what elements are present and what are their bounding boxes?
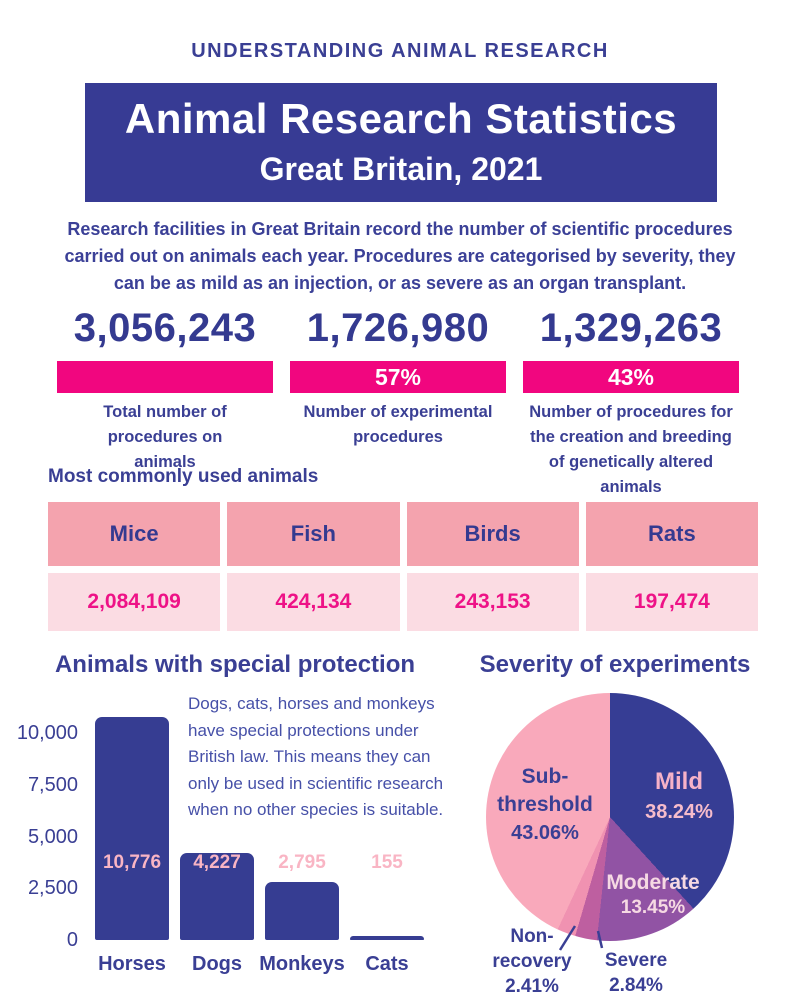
bar-value-label: 155 bbox=[371, 852, 403, 873]
bar-value-label: 2,795 bbox=[278, 852, 326, 873]
cell-birds-count: 243,153 bbox=[407, 573, 579, 631]
column-header-mice: Mice bbox=[48, 502, 220, 566]
bar-slot-horses bbox=[95, 700, 169, 975]
leader-line-non-recovery bbox=[560, 926, 575, 950]
slice-percent: 13.45% bbox=[620, 897, 686, 918]
cell-mice-count: 2,084,109 bbox=[48, 573, 220, 631]
animals-table bbox=[48, 502, 758, 631]
page-subtitle: Great Britain, 2021 bbox=[259, 151, 543, 187]
column-header-fish: Fish bbox=[227, 502, 399, 566]
slice-label: Moderate bbox=[606, 871, 700, 894]
animals-table-header-row bbox=[48, 502, 758, 566]
y-tick-label: 7,500 bbox=[27, 774, 78, 796]
stat-bar: 43% bbox=[523, 361, 739, 393]
pie-chart-title: Severity of experiments bbox=[479, 651, 751, 678]
special-protection-bar-chart bbox=[16, 645, 444, 1000]
slice-label: Sub-threshold bbox=[497, 765, 593, 816]
bars-group bbox=[95, 700, 424, 975]
slice-label: Non-recovery bbox=[492, 926, 572, 972]
cell-rats-count: 197,474 bbox=[586, 573, 758, 631]
stat-genetically-altered bbox=[523, 306, 739, 500]
y-tick-label: 0 bbox=[66, 929, 78, 951]
animals-table-value-row bbox=[48, 573, 758, 631]
bar bbox=[95, 717, 169, 940]
bar-chart-note: Dogs, cats, horses and monkeys have special protections under British law. This means they can only be used in scientific research when no other species is suitable. bbox=[188, 694, 444, 819]
bar-category-label: Cats bbox=[365, 953, 409, 975]
slice-label: Severe bbox=[604, 950, 668, 971]
animals-table-title: Most commonly used animals bbox=[48, 466, 319, 487]
slice-percent: 43.06% bbox=[511, 822, 579, 844]
leader-line-severe bbox=[598, 931, 602, 948]
intro-paragraph: Research facilities in Great Britain record the number of scientific procedures carried out on animals each year. Procedures are categorised by severity, they can be as mild as an injection, or as severe as an organ transplant. bbox=[64, 219, 736, 293]
slice-percent: 2.84% bbox=[609, 975, 663, 996]
stat-value: 3,056,243 bbox=[73, 306, 257, 350]
page-title: Animal Research Statistics bbox=[124, 95, 678, 142]
stat-caption: Number of experimental procedures bbox=[303, 403, 493, 446]
slice-percent: 38.24% bbox=[645, 801, 713, 823]
stat-bar: 57% bbox=[290, 361, 506, 393]
cell-fish-count: 424,134 bbox=[227, 573, 399, 631]
stat-total-procedures bbox=[57, 306, 273, 475]
stat-experimental-procedures bbox=[290, 306, 506, 450]
y-tick-label: 2,500 bbox=[27, 877, 78, 899]
bar bbox=[350, 936, 424, 940]
brand-kicker: UNDERSTANDING ANIMAL RESEARCH bbox=[191, 40, 609, 62]
stat-bar bbox=[57, 361, 273, 393]
bar-value-label: 4,227 bbox=[193, 852, 241, 873]
bar-category-label: Dogs bbox=[192, 953, 242, 975]
stat-caption: Number of procedures for the creation and breeding of genetically altered animals bbox=[529, 403, 733, 496]
stat-value: 1,329,263 bbox=[539, 306, 723, 350]
bar bbox=[265, 882, 339, 940]
bar-slot-dogs bbox=[180, 700, 254, 975]
bar-slot-monkeys bbox=[259, 700, 345, 975]
column-header-rats: Rats bbox=[586, 502, 758, 566]
y-tick-label: 10,000 bbox=[16, 722, 78, 744]
bar-value-label: 10,776 bbox=[102, 852, 162, 873]
slice-label: Mild bbox=[655, 768, 703, 795]
bar-category-label: Monkeys bbox=[259, 953, 345, 975]
leader-lines bbox=[430, 645, 800, 1000]
title-banner bbox=[85, 83, 717, 202]
stat-caption: Total number of procedures on animals bbox=[103, 403, 227, 471]
stat-value: 1,726,980 bbox=[306, 306, 490, 350]
column-header-birds: Birds bbox=[407, 502, 579, 566]
bar-chart-title: Animals with special protection bbox=[54, 651, 416, 678]
y-tick-label: 5,000 bbox=[27, 826, 78, 848]
slice-percent: 2.41% bbox=[505, 976, 559, 997]
bar-slot-cats bbox=[350, 700, 424, 975]
severity-pie-chart bbox=[430, 645, 800, 1000]
bar-category-label: Horses bbox=[98, 953, 166, 975]
